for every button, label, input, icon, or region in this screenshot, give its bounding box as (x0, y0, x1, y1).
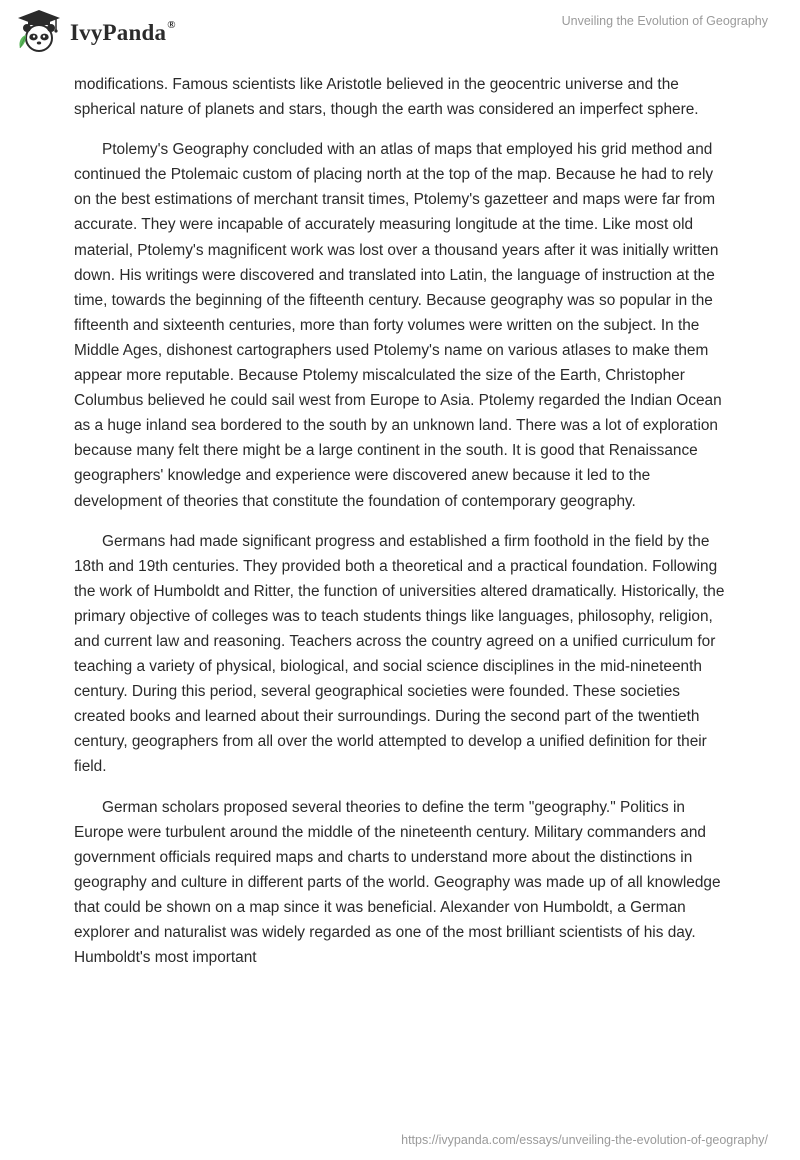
trademark-symbol: ® (167, 19, 176, 31)
paragraph: Ptolemy's Geography concluded with an atlas of maps that employed his grid method and continued the Ptolemaic custom of placing north at the top of the map. Because he had to rely on the best estimations of merchant transit times, Ptolemy's gazetteer and maps were far from accurate. They were incapable of accurately measuring longitude at the time. Like most old material, Ptolemy's magnificent work was lost over a thousand years after it was initially written down. His writings were discovered and translated into Latin, the language of instruction at the time, towards the beginning of the fifteenth century. Because geography was so popular in the fifteenth and sixteenth centuries, more than forty volumes were written on the subject. In the Middle Ages, dishonest cartographers used Ptolemy's name on various atlases to make them appear more reputable. Because Ptolemy miscalculated the size of the Earth, Christopher Columbus believed he could sail west from Europe to Asia. Ptolemy regarded the Indian Ocean as a huge inland sea bordered to the south by an unknown land. There was a lot of exploration because many felt there might be a large continent in the south. It is good that Renaissance geographers' knowledge and experience were discovered anew because it led to the development of theories that constitute the foundation of contemporary geography. (74, 141, 722, 510)
ivypanda-logo[interactable] (16, 7, 176, 55)
panda-graduate-icon (16, 8, 62, 54)
document-title: Unveiling the Evolution of Geography (561, 14, 768, 28)
page-header (0, 0, 800, 72)
paragraph: modifications. Famous scientists like Aristotle believed in the geocentric universe and the spherical nature of planets and stars, though the earth was considered an imperfect sphere. (74, 76, 699, 119)
paragraph: German scholars proposed several theories to define the term "geography." Politics in Europe were turbulent around the middle of the nineteenth century. Military commanders and government officials required maps and charts to understand more about the distinctions in geography and culture in different parts of the world. Geography was made up of all knowledge that could be shown on a map since it was beneficial. Alexander von Humboldt, a German explorer and naturalist was widely regarded as one of the most brilliant scientists of his day. Humboldt's most important (74, 798, 721, 967)
source-url[interactable]: https://ivypanda.com/essays/unveiling-the-evolution-of-geography/ (401, 1133, 768, 1147)
essay-body (74, 72, 734, 985)
brand-name: IvyPanda® (70, 19, 176, 45)
paragraph: Germans had made significant progress and established a firm foothold in the field by the 18th and 19th centuries. They provided both a theoretical and a practical foundation. Following the work of Humboldt and Ritter, the function of universities altered dramatically. Historically, the primary objective of colleges was to teach students things like languages, philosophy, religion, and current law and reasoning. Teachers across the country agreed on a unified curriculum for teaching a variety of physical, biological, and social science disciplines in the mid-nineteenth century. During this period, several geographical societies were founded. These societies created books and learned about their surroundings. During the second part of the twentieth century, geographers from all over the world attempted to develop a unified definition for their field. (74, 532, 725, 776)
